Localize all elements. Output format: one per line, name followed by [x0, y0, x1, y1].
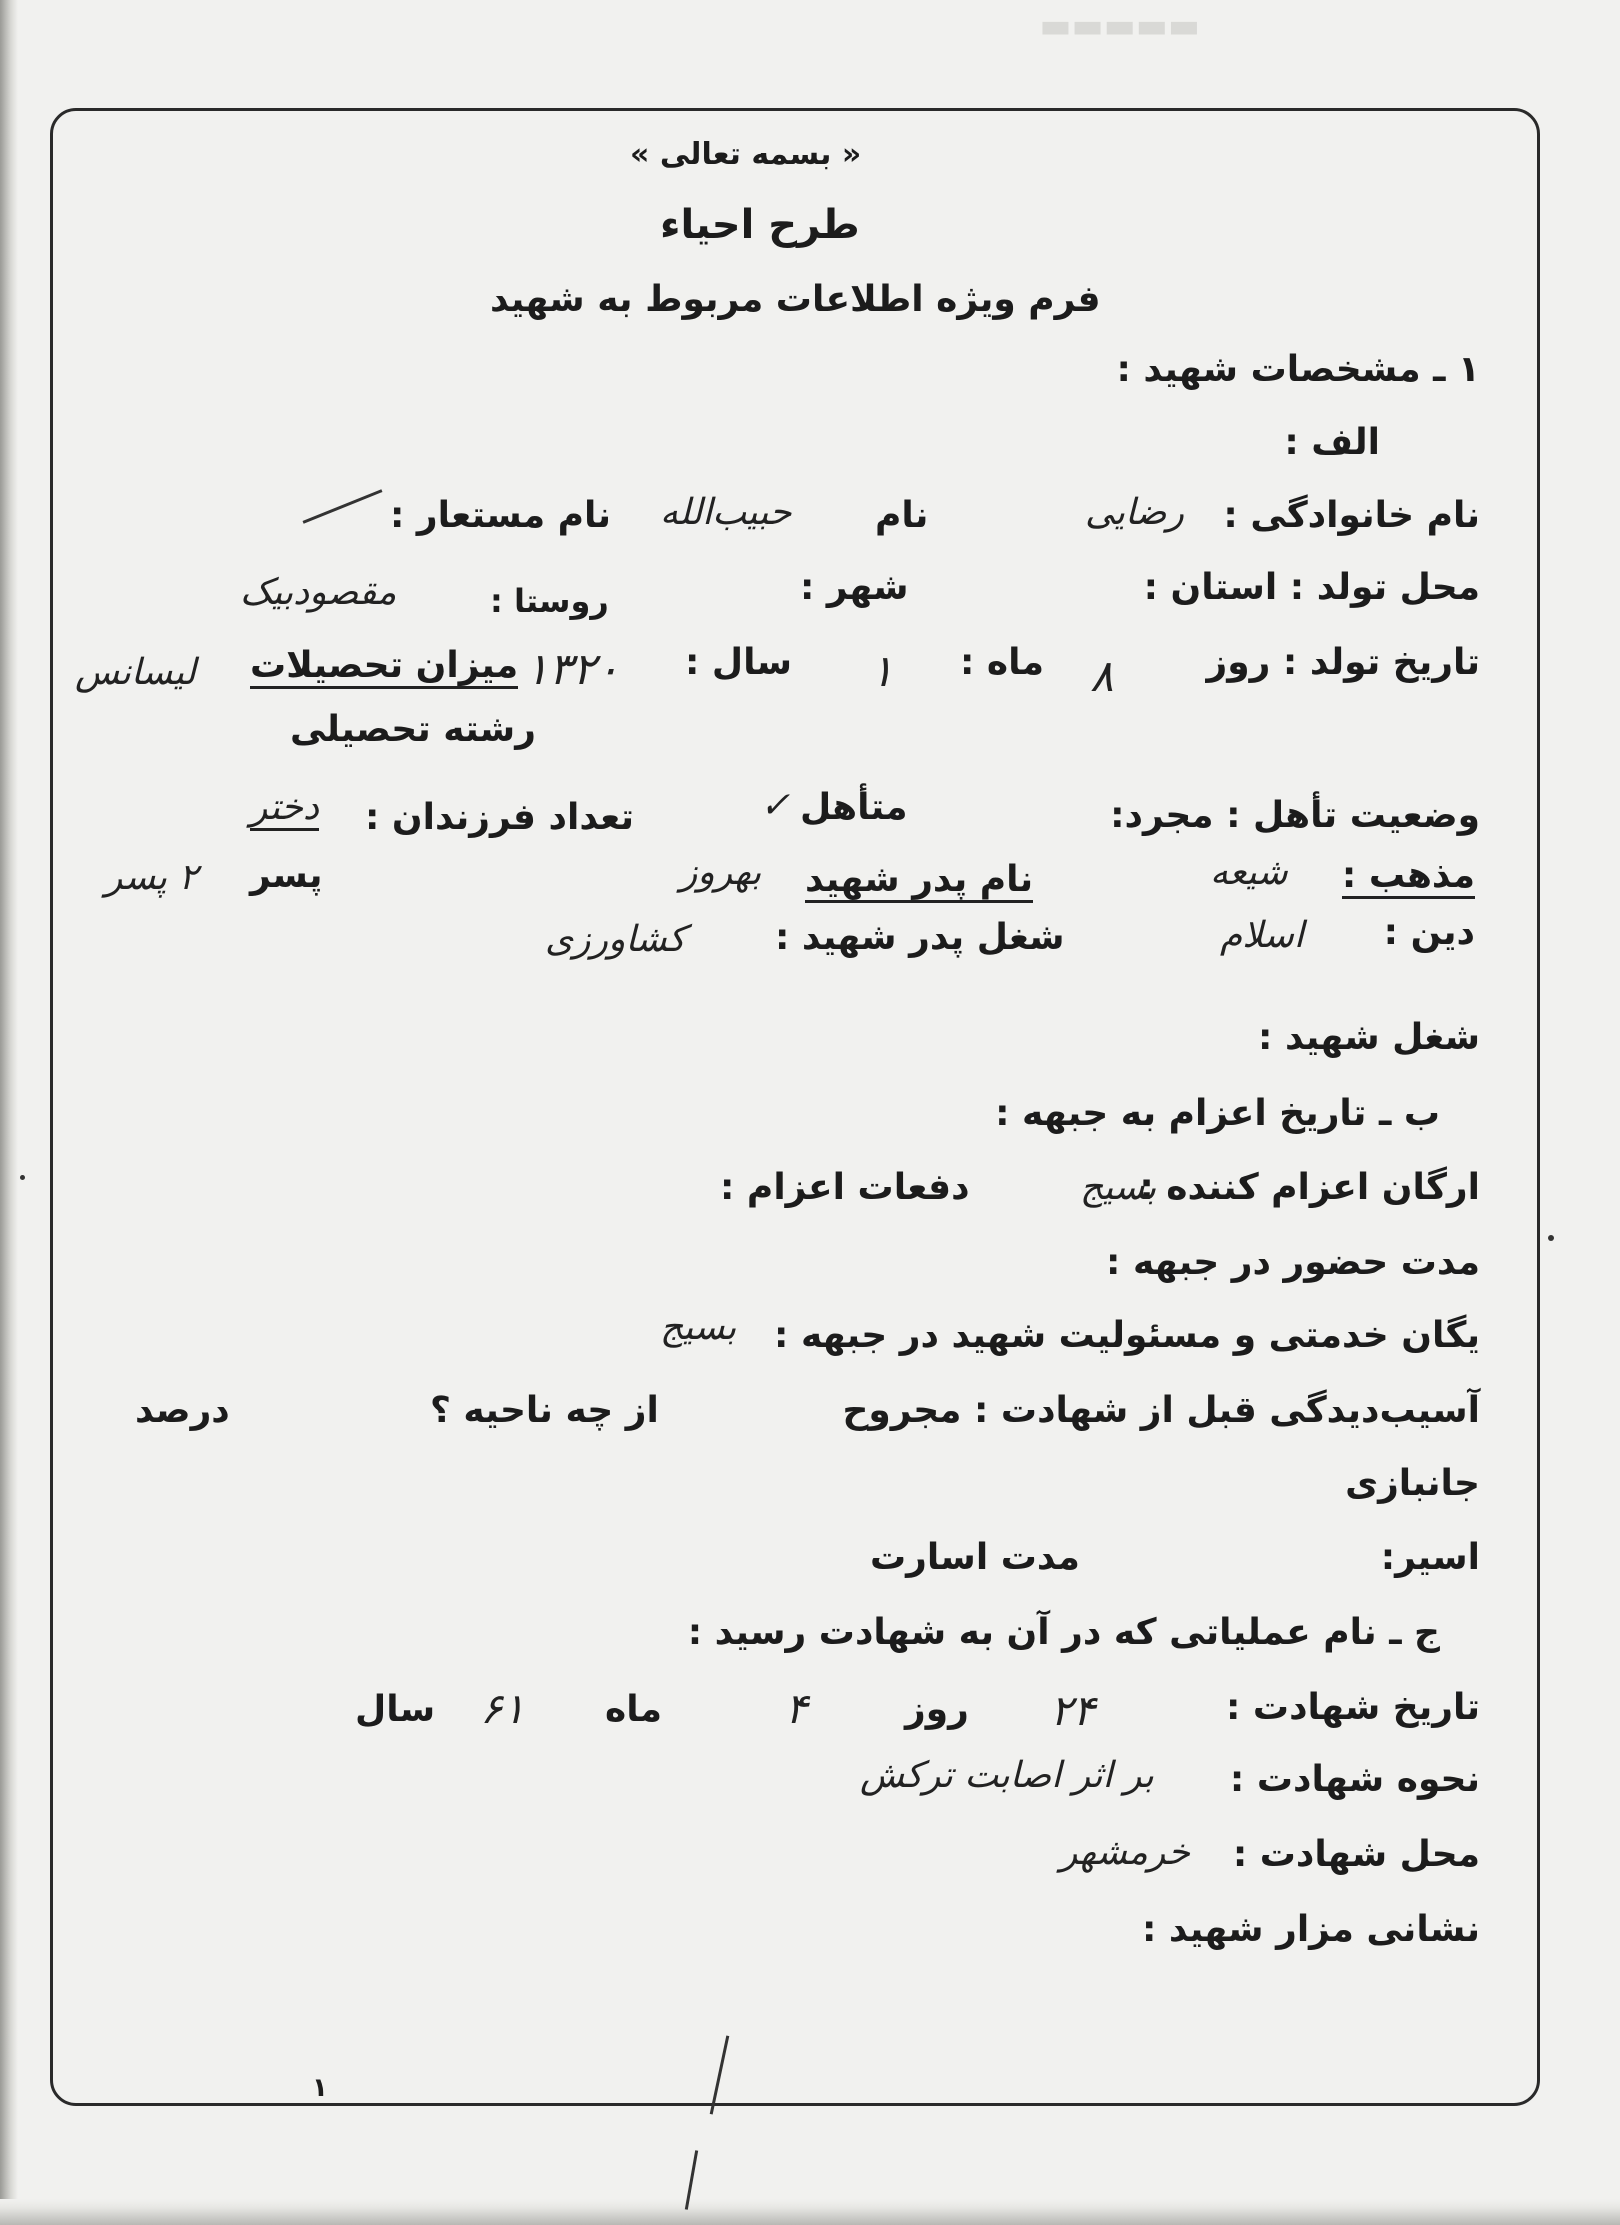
- martyrdom-date-label: تاریخ شهادت :: [1225, 1687, 1480, 1728]
- martyrdom-day-value: ۲۴: [1050, 1686, 1096, 1735]
- married-check: ✓: [760, 785, 791, 826]
- birth-month-value: ۱: [870, 646, 894, 697]
- village-value: مقصودبیک: [240, 572, 397, 613]
- margin-dot-2: [1548, 1235, 1554, 1241]
- part-c-label: ج ـ نام عملیاتی که در آن به شهادت رسید :: [687, 1612, 1440, 1653]
- birthdate-label: تاریخ تولد : روز: [1206, 642, 1480, 683]
- form-subtitle: فرم ویژه اطلاعات مربوط به شهید: [490, 279, 1101, 320]
- son-label: پسر: [250, 855, 323, 896]
- father-name-value: بهروز: [680, 852, 762, 893]
- invocation: « بسمه تعالی »: [630, 137, 862, 172]
- marital-status-label: وضعیت تأهل : مجرد:: [1110, 795, 1480, 836]
- birth-year-value: ۱۳۲۰: [525, 644, 620, 695]
- religion-value: اسلام: [1220, 915, 1304, 956]
- martyrdom-place-label: محل شهادت :: [1232, 1834, 1480, 1875]
- grave-address-label: نشانی مزار شهید :: [1141, 1909, 1480, 1950]
- martyrdom-manner-value: بر اثر اصابت ترکش: [860, 1755, 1154, 1796]
- injury-label: آسیب‌دیدگی قبل از شهادت : مجروح: [842, 1390, 1480, 1431]
- birth-year-label: سال :: [685, 642, 793, 683]
- father-job-label: شغل پدر شهید :: [775, 917, 1065, 958]
- first-name-value: حبیب‌الله: [660, 492, 792, 533]
- family-name-value: رضایی: [1085, 492, 1184, 533]
- education-value: لیسانس: [75, 652, 196, 693]
- village-label: روستا :: [490, 582, 609, 620]
- martyr-job-label: شغل شهید :: [1258, 1017, 1480, 1058]
- children-daughter-value: دختر: [250, 790, 319, 831]
- martyrdom-month-label: ماه: [605, 1689, 663, 1730]
- martyrdom-manner-label: نحوه شهادت :: [1229, 1759, 1480, 1800]
- bleed-through-text: ▬▬▬▬▬: [1039, 6, 1200, 46]
- dispatch-count-label: دفعات اعزام :: [720, 1167, 970, 1208]
- alias-label: نام مستعار :: [390, 495, 612, 536]
- father-name-label: نام پدر شهید: [805, 862, 1033, 903]
- father-job-value: کشاورزی: [545, 919, 686, 960]
- family-name-label: نام خانوادگی :: [1223, 495, 1480, 536]
- birth-day-value: ۸: [1090, 651, 1114, 702]
- unit-label: یگان خدمتی و مسئولیت شهید در جبهه :: [774, 1315, 1480, 1356]
- percent-label: درصد: [135, 1390, 230, 1431]
- martyrdom-year-label: سال: [355, 1689, 436, 1730]
- religion-label: دین :: [1383, 912, 1475, 953]
- city-label: شهر :: [800, 567, 909, 608]
- son-value: ۲ پسر: [105, 857, 198, 898]
- dispatch-org-label: ارگان اعزام کننده :: [1139, 1167, 1480, 1208]
- martyrdom-place-value: خرمشهر: [1060, 1832, 1190, 1873]
- martyrdom-year-value: ۶۱: [480, 1684, 526, 1733]
- scan-shadow-left: [0, 0, 18, 2225]
- married-label: متأهل: [800, 787, 908, 828]
- martyrdom-day-label: روز: [905, 1689, 969, 1730]
- sect-label: مذهب :: [1342, 858, 1475, 899]
- page-mark: ۱: [312, 2073, 328, 2103]
- pow-duration-label: مدت اسارت: [870, 1537, 1080, 1578]
- unit-value: بسیج: [660, 1307, 737, 1348]
- sect-value: شیعه: [1210, 852, 1288, 893]
- first-name-label: نام: [875, 495, 929, 536]
- part-a-label: الف :: [1284, 422, 1380, 463]
- part-b-label: ب ـ تاریخ اعزام به جبهه :: [995, 1093, 1440, 1134]
- field-of-study-label: رشته تحصیلی: [290, 709, 536, 750]
- birth-month-label: ماه :: [960, 642, 1044, 683]
- margin-dot-1: [20, 1175, 25, 1180]
- section-heading: ۱ ـ مشخصات شهید :: [1116, 349, 1480, 390]
- children-label: تعداد فرزندان :: [365, 797, 634, 838]
- front-duration-label: مدت حضور در جبهه :: [1106, 1242, 1480, 1283]
- martyrdom-month-value: ۴: [785, 1684, 808, 1733]
- birthplace-label: محل تولد : استان :: [1143, 567, 1480, 608]
- veteran-label: جانبازی: [1345, 1463, 1480, 1504]
- dispatch-org-value: بسیج: [1080, 1167, 1157, 1208]
- scan-shadow-bottom: [0, 2199, 1620, 2225]
- education-label: میزان تحصیلات: [250, 648, 518, 689]
- form-title: طرح احیاء: [660, 202, 860, 248]
- pow-label: اسیر:: [1380, 1537, 1480, 1578]
- injury-area-label: از چه ناحیه ؟: [430, 1390, 659, 1431]
